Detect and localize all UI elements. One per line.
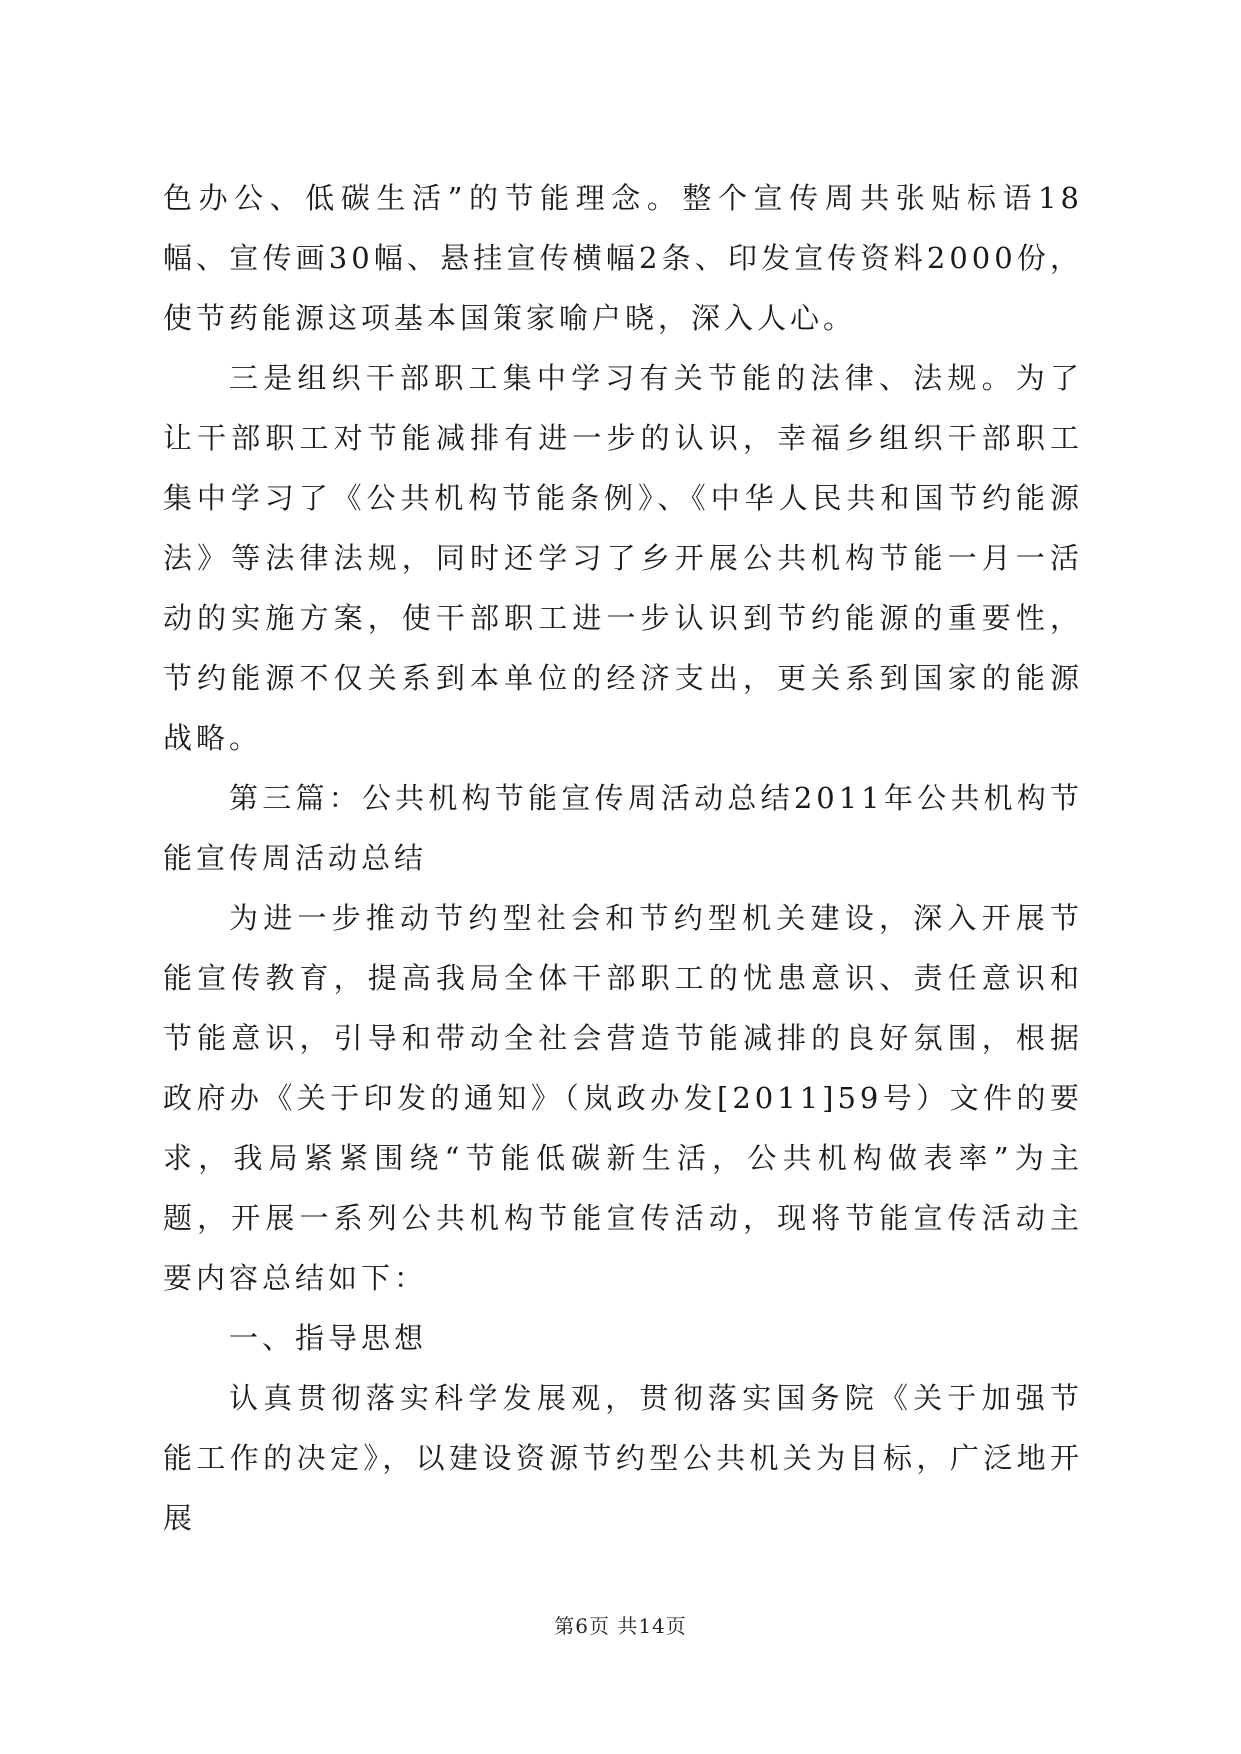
page-number: 第6页 共14页 bbox=[554, 1614, 687, 1638]
subheading-guiding-idea: 一、指导思想 bbox=[229, 1321, 428, 1355]
section-heading: 第三篇：公共机构节能宣传周活动总结2011年公共机构节能宣传周活动总结 bbox=[163, 781, 1083, 875]
paragraph-4: 认真贯彻落实科学发展观，贯彻落实国务院《关于加强节能工作的决定》，以建设资源节约型公共机关为目标，广泛地开展 bbox=[163, 1381, 1083, 1535]
document-body bbox=[163, 168, 1083, 1548]
paragraph-2: 三是组织干部职工集中学习有关节能的法律、法规。为了让干部职工对节能减排有进一步的认识，幸福乡组织干部职工集中学习了《公共机构节能条例》、《中华人民共和国节约能源法》等法律法规，同时还学习了乡开展公共机构节能一月一活动的实施方案，使干部职工进一步认识到节约能源的重要性，节约能源不仅关系到本单位的经济支出，更关系到国家的能源战略。 bbox=[163, 361, 1083, 755]
paragraph-1: 色办公、低碳生活”的节能理念。整个宣传周共张贴标语18幅、宣传画30幅、悬挂宣传横幅2条、印发宣传资料2000份，使节药能源这项基本国策家喻户晓，深入人心。 bbox=[163, 181, 1083, 335]
paragraph-3: 为进一步推动节约型社会和节约型机关建设，深入开展节能宣传教育，提高我局全体干部职工的忧患意识、责任意识和节能意识，引导和带动全社会营造节能减排的良好氛围，根据政府办《关于印发的通知》（岚政办发[2011]59号）文件的要求，我局紧紧围绕“节能低碳新生活，公共机构做表率”为主题，开展一系列公共机构节能宣传活动，现将节能宣传活动主要内容总结如下： bbox=[163, 901, 1083, 1295]
